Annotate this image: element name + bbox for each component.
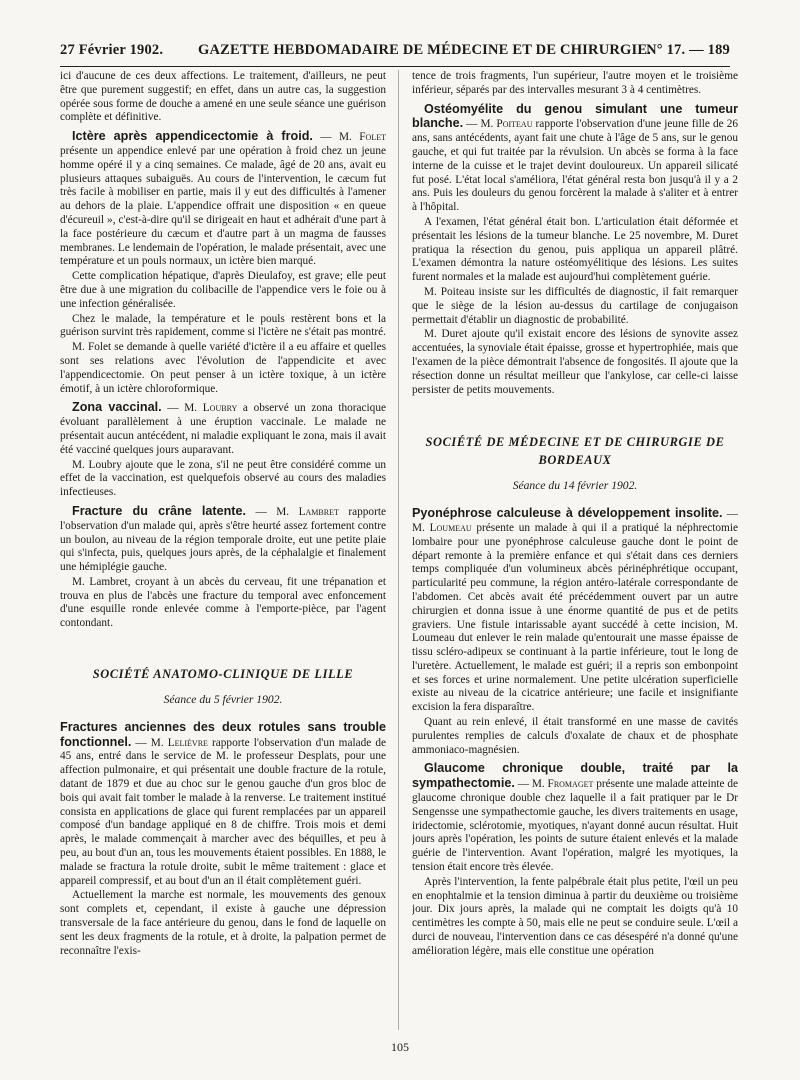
fracture-crane-heading: Fracture du crâne latente. bbox=[72, 503, 246, 518]
icterus-paragraph-2: Cette complication hépatique, d'après Dieulafoy, est grave; elle peut être due à une migration du colibacille de l'appendice vers le foie ou à une infection généralisée. bbox=[60, 270, 386, 310]
pyonephrose-paragraph-2: Quant au rein enlevé, il était transformé en une masse de cavités purulentes remplies de calculs d'oxalate de chaux et de phosphate ammoniaco-magnésien. bbox=[412, 716, 738, 756]
glaucome-heading: Glaucome chronique double, traité par la sympathectomie. bbox=[412, 761, 738, 791]
icterus-paragraph-3: Chez le malade, la température et le pouls restèrent bons et la guérison survint très rapidement, comme si l'ictère ne s'était pas montré. bbox=[60, 312, 386, 339]
page-number: 105 bbox=[391, 1040, 409, 1054]
column-divider bbox=[398, 70, 399, 1030]
zona-author: M. Loubry bbox=[184, 402, 238, 415]
osteomyelite-paragraph-2: A l'examen, l'état général était bon. L'articulation était déformée et présentait les lésions de la tumeur blanche. Le 25 novembre, M. Duret pratiqua la résection du genou, puis appliqua un appareil plâtré. L'examen démontra la nature ostéomyélitique des lésions. Les suites furent normales et la malade est aujourd'hui complètement guérie. bbox=[412, 215, 738, 284]
societe-lille-title: SOCIÉTÉ ANATOMO-CLINIQUE DE LILLE bbox=[92, 667, 354, 682]
intro-paragraph: ici d'aucune de ces deux affections. Le traitement, d'ailleurs, ne peut être que purement suggestif; en effet, dans un autre cas, la suggestion opérée sous forme de douche a amené en une seule séance une guérison complète et définitive. bbox=[60, 70, 386, 124]
pyonephrose-article-lead: Pyonéphrose calculeuse à développement insolite. — M. Loumeau présente un malade à qui il a pratiqué la néphrectomie lombaire pour une pyonéphrose calculeuse gauche dont le point de départ remonte à la première enfance et qui s'était dans ces derniers temps compliquée d'un volumineux abcès périnéphrétique occupant, particularité peu commune, la région antéro-latérale correspondante de l'abdomen. Cet abcès avait été précédemment ouvert par un autre chirurgien et donna issue à une énorme quantité de pus et de petits graviers. Une fistule intarissable ayant succédé à cette incision, M. Loumeau dut enlever le rein malade qu'entourait une masse épaisse de tissu scléro-adipeux se continuant à la partie inférieure, tout le long de l'uretère. Actuellement, le malade est guéri; il a repris son embonpoint et ses forces et urine normalement. Une petite ulcération superficielle existe au niveau de la cicatrice antérieure; une facile et insignifiante excision la fera disparaître. bbox=[412, 506, 738, 714]
zona-article-lead: Zona vaccinal. — M. Loubry a observé un zona thoracique évoluant parallèlement à une éruption vaccinale. Le malade ne présentait aucun antécédent, ni maladie expliquant le zona, mais il avait été vacciné quelques jours auparavant. bbox=[60, 400, 386, 456]
icterus-author: M. Folet bbox=[339, 131, 386, 144]
osteomyelite-heading: Ostéomyélite du genou simulant une tumeur blanche. bbox=[412, 101, 738, 131]
pyonephrose-author: M. Loumeau bbox=[412, 521, 472, 534]
header-journal-title: GAZETTE HEBDOMADAIRE DE MÉDECINE ET DE CHIRURGIE. bbox=[198, 42, 652, 58]
right-column bbox=[412, 70, 738, 1040]
glaucome-paragraph-1: présente une malade atteinte de glaucome chronique double chez laquelle il a fait pratiquer par le Dr Sengensse une sympathectomie gauche, les divers traitements en usage, iridectomie, sclérotomie, myotiques, n'ayant donné aucun résultat. Huit jours après l'opération, les points de suture étaient enlevés et la malade guérie de l'intervention. Avant l'opération, malgré les myotiques, la tension était encore très élevée. bbox=[412, 778, 738, 874]
osteomyelite-article-lead: Ostéomyélite du genou simulant une tumeur blanche. — M. Poiteau rapporte l'observation d'une jeune fille de 26 ans, sans antécédents, ayant fait une chute à l'âge de 5 ans, sur le genou gauche, et qui fut traitée par la révulsion. Un abcès se forma à la face interne de la cuisse et le trajet devint douloureux. Un appareil silicaté fut posé. L'état local s'améliora, l'état général resta bon jusqu'à il y a 2 ans. Puis les douleurs du genou forcèrent la malade à s'aliter et à entrer à l'hôpital. bbox=[412, 101, 738, 214]
header-rule bbox=[60, 66, 730, 67]
rotules-paragraph-1: rapporte l'observation d'un malade de 45 ans, entré dans le service de M. le professeur Desplats, pour une affection pulmonaire, et qui présentait une double fracture de la rotule, datant de 1879 et due au choc sur le genou gauche d'un gros bloc de bois qui avait fait tomber le malade à la renverse. Le traitement institué consista en applications de glace qui furent remplacées par un appareil composé d'un bandage appliqué en 8 de chiffre. Trois mois et demi après, le malade commençait à marcher avec des béquilles, et peu à peu, au bout d'un an, tous les mouvements étaient possibles. En 1888, le malade se fractura la rotule droite, subit le même traitement : glace et appareil compressif, et au bout d'un an il était complètement guéri. bbox=[60, 736, 386, 887]
icterus-paragraph-4: M. Folet se demande à quelle variété d'ictère il a eu affaire et quelles sont ses relations avec l'évolution de l'appendicite et avec l'appendicectomie. On peut penser à un ictère toxique, à un ictère émotif, à un ictère chloroformique. bbox=[60, 341, 386, 395]
osteomyelite-paragraph-4: M. Duret ajoute qu'il existait encore des lésions de synovite assez accentuées, la synoviale était épaisse, grosse et hypertrophiée, mais que l'examen de la pièce démontrait l'absence de fongosités. Il ajoute que la résection donne un résultat meilleur que l'ankylose, car celle-ci laisse persister de petits mouvements. bbox=[412, 328, 738, 396]
header-date: 27 Février 1902. bbox=[60, 42, 164, 58]
rotules-article-lead: Fractures anciennes des deux rotules sans trouble fonctionnel. — M. Lelièvre rapporte l'observation d'un malade de 45 ans, entré dans le service de M. le professeur Desplats, pour une affection pulmonaire, et qui présentait une double fracture de la rotule, datant de 1879 et due au choc sur le genou gauche d'un gros bloc de bois qui avait fait tomber le malade à la renverse. Le traitement institué consista en applications de glace qui furent remplacées par un appareil composé d'un bandage appliqué en 8 de chiffre. Trois mois et demi après, le malade commençait à marcher avec des béquilles, et peu à peu, au bout d'un an, tous les mouvements étaient possibles. En 1888, le malade se fractura la rotule droite, subit le même traitement : glace et appareil compressif, et au bout d'un an il était complètement guéri. bbox=[60, 719, 386, 887]
rotules-continuation: tence de trois fragments, l'un supérieur, l'autre moyen et le troisième inférieur, séparés par des intervalles mesurant 3 à 4 centimètres. bbox=[412, 70, 738, 96]
header-issue-page: N° 17. — 189 bbox=[646, 42, 730, 58]
left-column bbox=[60, 70, 386, 1040]
glaucome-article-lead: Glaucome chronique double, traité par la sympathectomie. — M. Fromaget présente une malade atteinte de glaucome chronique double chez laquelle il a fait pratiquer par le Dr Sengensse une sympathectomie gauche, les divers traitements en usage, iridectomie, sclérotomie, myotiques, n'ayant donné aucun résultat. Huit jours après l'opération, les points de suture étaient enlevés et la malade guérie de l'intervention. Avant l'opération, malgré les myotiques, la tension était encore très élevée. bbox=[412, 761, 738, 874]
pyonephrose-paragraph-1: présente un malade à qui il a pratiqué la néphrectomie lombaire pour une pyonéphrose calculeuse gauche dont le point de départ remonte à la première enfance et qui s'était dans ces derniers temps compliquée d'un volumineux abcès périnéphrétique occupant, particularité peu commune, la région antéro-latérale correspondante de l'abdomen. Cet abcès avait été précédemment ouvert par un autre chirurgien et donna issue à une énorme quantité de pus et de petits graviers. Une fistule intarissable ayant succédé à cette incision, M. Loumeau dut enlever le rein malade qu'entourait une masse épaisse de tissu scléro-adipeux se continuant à la partie inférieure, tout le long de l'uretère. Actuellement, le malade est guéri; il a repris son embonpoint et ses forces et urine normalement. Une petite ulcération superficielle existe au niveau de la cicatrice antérieure; une facile et insignifiante excision la fera disparaître. bbox=[412, 521, 738, 714]
glaucome-paragraph-2: Après l'intervention, la fente palpébrale était plus petite, l'œil un peu en enophtalmie et la tension diminua à partir du deuxième ou troisième jour. Dix jours après, la malade qui ne comptait les doigts qu'à 10 centimètres les compte à 50, mais elle ne peut se conduire seule. L'œil a durci de nouveau, l'intervention dans ce cas désespéré n'a donné qu'une amélioration légère, mais elle constitue une opération bbox=[412, 875, 738, 957]
fracture-crane-paragraph-1: rapporte l'observation d'un malade qui, après s'être heurté assez fortement contre un boulon, au niveau de la région temporale droite, eut une petite plaie qui s'infecta, puis, quelques jours après, de la céphalalgie et finalement une hémiplégie gauche. bbox=[60, 505, 386, 574]
societe-bordeaux-session: Séance du 14 février 1902. bbox=[512, 479, 638, 493]
osteomyelite-paragraph-1: rapporte l'observation d'une jeune fille de 26 ans, sans antécédents, ayant fait une chute à l'âge de 5 ans, sur le genou gauche, et qui fut traitée par la révulsion. Un abcès se forma à la face interne de la cuisse et le trajet devint douloureux. Un appareil silicaté fut posé. L'état local s'améliora, l'état général resta bon jusqu'à il y a 2 ans. Puis les douleurs du genou forcèrent la malade à s'aliter et à entrer à l'hôpital. bbox=[412, 118, 738, 214]
icterus-paragraph-1: présente un appendice enlevé par une opération à froid chez un jeune homme opéré il y a cinq semaines. Ce malade, âgé de 20 ans, avait eu plusieurs attaques subaiguës. Au cours de l'intervention, le cæcum fut très facile à mobiliser en partie, mais il y eut des difficultés à l'amener au dehors de la plaie. L'appendice offrait une disposition « en queue d'écureuil », c'est-à-dire qu'il se dirigeait en haut et adhérait d'une part à la face postérieure du cæcum et d'autre part à un magma de fausses membranes. Le lendemain de l'opération, le malade présentait, avec une température et un pouls normaux, un ictère bien marqué. bbox=[60, 144, 386, 268]
osteomyelite-paragraph-3: M. Poiteau insiste sur les difficultés de diagnostic, il fait remarquer que le siège de la lésion au-dessus du cartilage de conjugaison permettait d'établir un diagnostic de probabilité. bbox=[412, 285, 738, 326]
zona-heading: Zona vaccinal. bbox=[72, 400, 162, 415]
running-head bbox=[60, 42, 730, 64]
fracture-crane-article-lead: Fracture du crâne latente. — M. Lambret rapporte l'observation d'un malade qui, après s'être heurté assez fortement contre un boulon, au niveau de la région temporale droite, eut une petite plaie qui s'infecta, puis, quelques jours après, de la céphalalgie et finalement une hémiplégie gauche. bbox=[60, 503, 386, 574]
glaucome-author: M. Fromaget bbox=[531, 778, 594, 791]
fracture-crane-author: M. Lambret bbox=[276, 505, 339, 518]
icterus-heading: Ictère après appendicectomie à froid. bbox=[72, 129, 313, 144]
fracture-crane-paragraph-2: M. Lambret, croyant à un abcès du cerveau, fit une trépanation et trouva en plus de l'abcès une fracture du temporal avec enfoncement d'une esquille ronde enlevée comme à l'emporte-pièce, par l'agent contondant. bbox=[60, 575, 386, 630]
rotules-author: M. Lelièvre bbox=[150, 736, 208, 749]
pyonephrose-heading: Pyonéphrose calculeuse à développement insolite. bbox=[412, 506, 723, 521]
osteomyelite-author: M. Poiteau bbox=[480, 118, 533, 131]
icterus-article-lead: Ictère après appendicectomie à froid. — M. Folet présente un appendice enlevé par une opération à froid chez un jeune homme opéré il y a cinq semaines. Ce malade, âgé de 20 ans, avait eu plusieurs attaques subaiguës. Au cours de l'intervention, le cæcum fut très facile à mobiliser en partie, mais il y eut des difficultés à l'amener au dehors de la plaie. L'appendice offrait une disposition « en queue d'écureuil », c'est-à-dire qu'il se dirigeait en haut et adhérait d'une part à la face postérieure du cæcum et d'autre part à un magma de fausses membranes. Le lendemain de l'opération, le malade présentait, avec une température et un pouls normaux, un ictère bien marqué. bbox=[60, 129, 386, 268]
zona-paragraph-2: M. Loubry ajoute que le zona, s'il ne peut être considéré comme un effet de la vaccination, est quelquefois observé au cours des maladies infectieuses. bbox=[60, 458, 386, 499]
societe-lille-session: Séance du 5 février 1902. bbox=[163, 693, 283, 707]
rotules-heading: Fractures anciennes des deux rotules sans trouble fonctionnel. bbox=[60, 719, 386, 749]
rotules-paragraph-2: Actuellement la marche est normale, les mouvements des genoux sont complets et, cependant, il existe à gauche une dépression transversale de la face antérieure du genou, dans le fond de laquelle on sent les deux fragments de la rotule, et à droite, la palpation permet de reconnaître l'exis- bbox=[60, 889, 386, 957]
zona-paragraph-1: a observé un zona thoracique évoluant parallèlement à une éruption vaccinale. Le malade ne présentait aucun antécédent, ni maladie expliquant le zona, mais il avait été vacciné quelques jours auparavant. bbox=[60, 402, 386, 456]
societe-bordeaux-title: SOCIÉTÉ DE MÉDECINE ET DE CHIRURGIE DE BORDEAUX bbox=[425, 435, 725, 468]
